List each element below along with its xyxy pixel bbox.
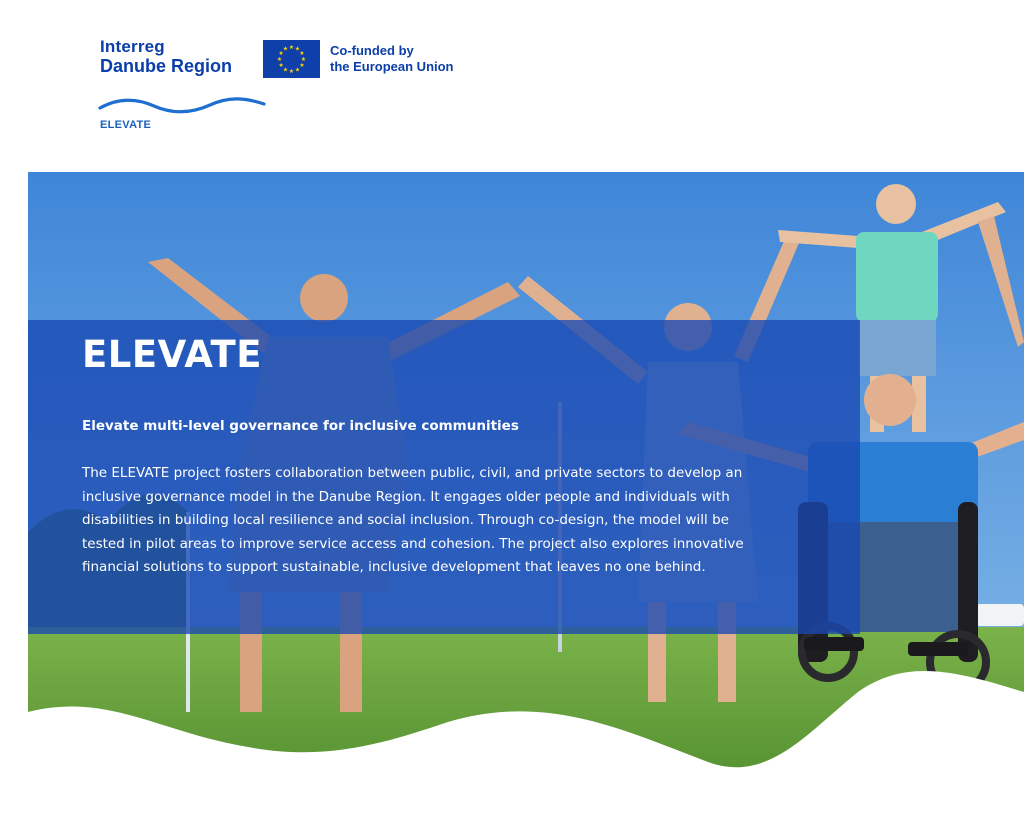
svg-text:★: ★	[299, 62, 305, 69]
svg-text:★: ★	[278, 50, 284, 57]
svg-text:★: ★	[294, 45, 301, 53]
svg-text:★: ★	[282, 66, 289, 74]
svg-text:★: ★	[288, 68, 295, 75]
project-logo-text: ELEVATE	[100, 119, 152, 131]
eu-flag-icon	[263, 40, 320, 78]
danube-wave-icon	[98, 96, 266, 118]
svg-text:★: ★	[299, 50, 305, 57]
cofund-line-1: Co-funded by	[330, 43, 414, 58]
interreg-logo	[100, 38, 260, 76]
eu-cofunding-label	[330, 43, 454, 75]
svg-text:★: ★	[282, 45, 289, 53]
svg-text:★: ★	[294, 66, 301, 74]
interreg-program-name: Interreg	[100, 37, 165, 56]
svg-text:★: ★	[276, 56, 283, 63]
cofund-line-2: the European Union	[330, 59, 454, 74]
svg-text:★: ★	[288, 44, 295, 51]
svg-text:★: ★	[300, 56, 307, 63]
interreg-region-name: Danube Region	[100, 56, 233, 76]
hero-title: ELEVATE	[82, 333, 263, 376]
hero-description: The ELEVATE project fosters collaboration between public, civil, and private sectors to develop an inclusive governance model in the Danube Region. It engages older people and individuals with disabilities in building local resilience and social inclusion. Through co-design, the model will be tested in pilot areas to improve service access and cohesion. The project also explores innovative financial solutions to support sustainable, inclusive development that leaves no one behind.	[82, 465, 744, 575]
hero-subtitle: Elevate multi-level governance for inclusive communities	[82, 418, 519, 434]
svg-text:★: ★	[278, 62, 284, 69]
